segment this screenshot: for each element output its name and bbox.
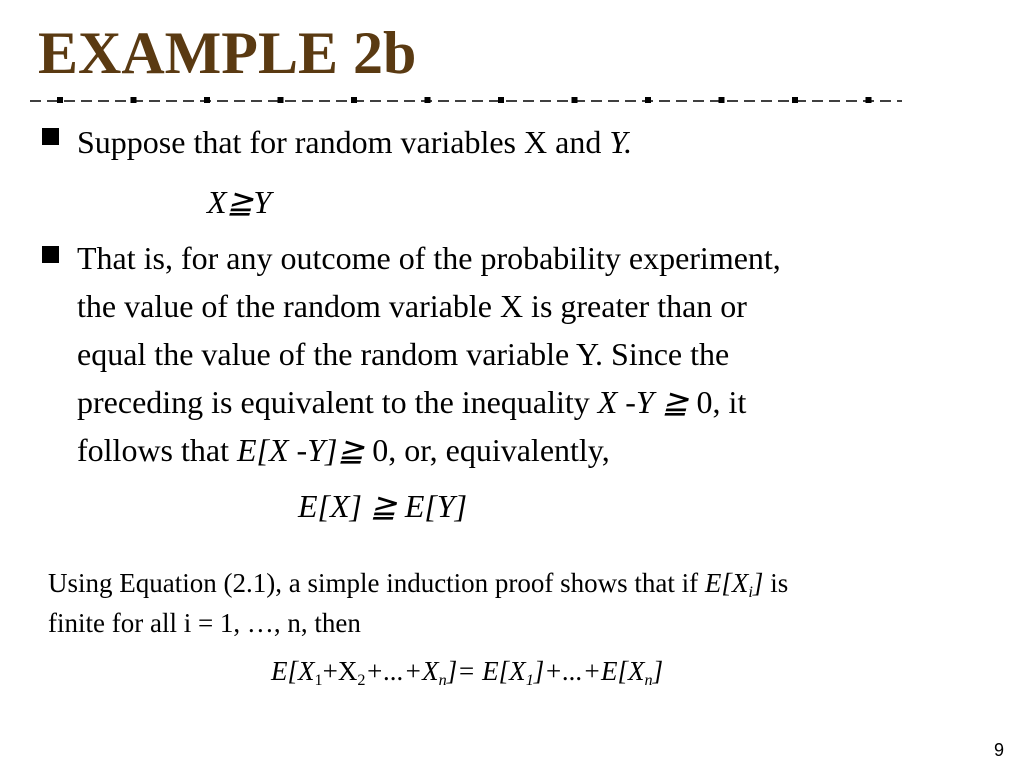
- line-text: preceding is equivalent to the inequality: [77, 384, 598, 420]
- bullet-marker: [42, 246, 59, 263]
- variable-y: Y.: [609, 124, 633, 160]
- inline-math: X -Y ≧: [597, 384, 689, 420]
- note-line: finite for all i = 1, …, n, then: [48, 608, 361, 638]
- divider-dot: [719, 97, 725, 103]
- line-text: 0, it: [696, 384, 747, 420]
- inline-math: $E[X_i]$: [704, 568, 764, 601]
- bullet-paragraph: [77, 234, 977, 474]
- induction-note: [48, 563, 998, 643]
- line-text: is: [763, 568, 789, 598]
- equation-expectation-inequality: [298, 486, 467, 526]
- inline-math: E[X -Y]≧: [236, 432, 365, 468]
- divider-dot: [131, 97, 137, 103]
- divider-dot: [498, 97, 504, 103]
- bullet-text: [77, 118, 977, 166]
- divider-dot: [866, 97, 872, 103]
- divider-dot: [792, 97, 798, 103]
- paragraph-line: That is, for any outcome of the probability experiment,: [77, 240, 781, 276]
- divider-dot: [351, 97, 357, 103]
- line-text: Using Equation (2.1), a simple induction proof shows that if: [48, 568, 705, 598]
- divider-dot: [278, 97, 284, 103]
- line-text: follows that: [77, 432, 237, 468]
- title-divider: [30, 92, 902, 110]
- paragraph-line: [77, 426, 977, 474]
- divider-dot: [572, 97, 578, 103]
- page-number: 9: [993, 740, 1004, 760]
- bullet-text-part: Suppose that for random variables X and: [77, 124, 610, 160]
- divider-dot: [57, 97, 63, 103]
- paragraph-line: the value of the random variable X is greater than or: [77, 288, 747, 324]
- paragraph-line: [77, 378, 977, 426]
- divider-dot: [425, 97, 431, 103]
- slide-title: EXAMPLE 2b: [38, 20, 417, 86]
- equation-text: E[X] ≧ E[Y]: [298, 488, 468, 524]
- linearity-equation: $E[X_1+X_2+...+X_n]= E[X_1]+...+E[X_n]$: [271, 656, 664, 689]
- equation-x-ge-y: [207, 182, 271, 222]
- line-text: 0, or, equivalently,: [372, 432, 610, 468]
- note-line: [48, 563, 998, 603]
- equation-text: X≧Y: [207, 184, 272, 220]
- divider-dot: [645, 97, 651, 103]
- divider-dot: [204, 97, 210, 103]
- paragraph-line: equal the value of the random variable Y. Since the: [77, 336, 730, 372]
- bullet-marker: [42, 128, 59, 145]
